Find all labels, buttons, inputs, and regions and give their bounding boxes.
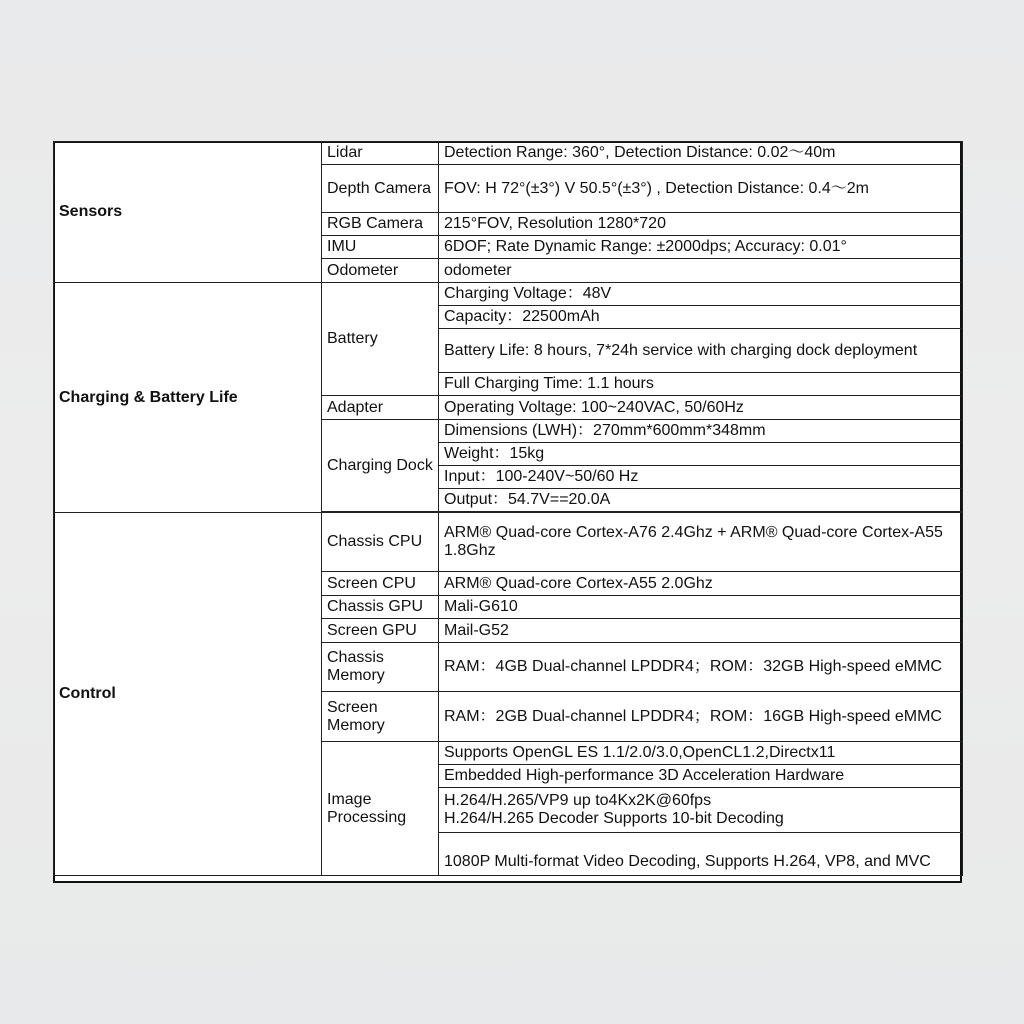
sub-lidar: Lidar xyxy=(322,142,439,165)
value-chassis-cpu: ARM® Quad-core Cortex-A76 2.4Ghz + ARM® Quad-core Cortex-A55 1.8Ghz xyxy=(439,513,963,572)
value-chassis-memory: RAM：4GB Dual-channel LPDDR4；ROM：32GB High-speed eMMC xyxy=(439,643,963,692)
sub-depth-camera: Depth Camera xyxy=(322,165,439,213)
sub-odometer: Odometer xyxy=(322,259,439,283)
value-1080p: 1080P Multi-format Video Decoding, Supports H.264, VP8, and MVC xyxy=(439,833,963,876)
sub-rgb-camera: RGB Camera xyxy=(322,213,439,236)
value-h264: H.264/H.265/VP9 up to4Kx2K@60fps H.264/H.265 Decoder Supports 10-bit Decoding xyxy=(439,788,963,833)
sub-image-processing: Image Processing xyxy=(322,742,439,876)
sub-imu: IMU xyxy=(322,236,439,259)
value-rgb-camera: 215°FOV, Resolution 1280*720 xyxy=(439,213,963,236)
sub-screen-cpu: Screen CPU xyxy=(322,572,439,596)
sub-screen-gpu: Screen GPU xyxy=(322,619,439,643)
sub-chassis-memory: Chassis Memory xyxy=(322,643,439,692)
value-depth-camera: FOV: H 72°(±3°) V 50.5°(±3°) , Detection Distance: 0.4～2m xyxy=(439,165,963,213)
value-output: Output：54.7V==20.0A xyxy=(439,489,963,512)
table-row xyxy=(54,283,963,306)
table-row xyxy=(54,513,963,572)
value-imu: 6DOF; Rate Dynamic Range: ±2000dps; Accuracy: 0.01° xyxy=(439,236,963,259)
value-charging-voltage: Charging Voltage：48V xyxy=(439,283,963,306)
category-control: Control xyxy=(54,513,322,876)
value-3d-accel: Embedded High-performance 3D Acceleration Hardware xyxy=(439,765,963,788)
value-screen-memory: RAM：2GB Dual-channel LPDDR4；ROM：16GB High-speed eMMC xyxy=(439,692,963,742)
sub-chassis-gpu: Chassis GPU xyxy=(322,596,439,619)
value-screen-cpu: ARM® Quad-core Cortex-A55 2.0Ghz xyxy=(439,572,963,596)
sub-chassis-cpu: Chassis CPU xyxy=(322,513,439,572)
value-weight: Weight：15kg xyxy=(439,443,963,466)
value-dimensions: Dimensions (LWH)：270mm*600mm*348mm xyxy=(439,420,963,443)
category-sensors: Sensors xyxy=(54,142,322,283)
value-adapter: Operating Voltage: 100~240VAC, 50/60Hz xyxy=(439,396,963,420)
table-row xyxy=(54,142,963,165)
value-screen-gpu: Mail-G52 xyxy=(439,619,963,643)
sub-adapter: Adapter xyxy=(322,396,439,420)
sub-charging-dock: Charging Dock xyxy=(322,420,439,512)
category-charging: Charging & Battery Life xyxy=(54,283,322,513)
value-input: Input：100-240V~50/60 Hz xyxy=(439,466,963,489)
value-capacity: Capacity：22500mAh xyxy=(439,306,963,329)
value-full-charging: Full Charging Time: 1.1 hours xyxy=(439,373,963,396)
value-opengl: Supports OpenGL ES 1.1/2.0/3.0,OpenCL1.2,Directx11 xyxy=(439,742,963,765)
value-chassis-gpu: Mali-G610 xyxy=(439,596,963,619)
value-odometer: odometer xyxy=(439,259,963,283)
sub-battery: Battery xyxy=(322,283,439,396)
value-battery-life: Battery Life: 8 hours, 7*24h service with charging dock deployment xyxy=(439,329,963,373)
spec-table xyxy=(53,141,963,876)
sub-screen-memory: Screen Memory xyxy=(322,692,439,742)
value-lidar: Detection Range: 360°, Detection Distance: 0.02～40m xyxy=(439,142,963,165)
